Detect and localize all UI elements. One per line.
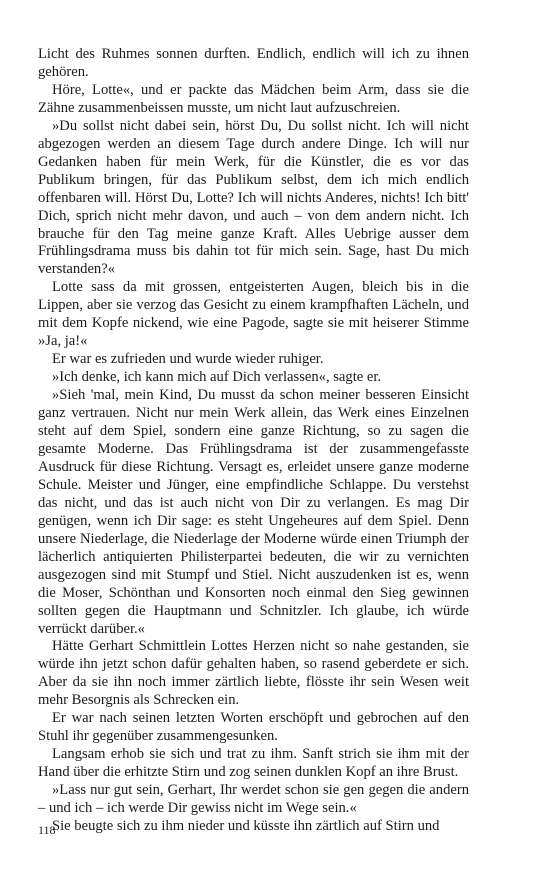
paragraph: »Du sollst nicht dabei sein, hörst Du, Du sollst nicht. Ich will nicht abgezogen werden an diesem Tage durch andere Dinge. Ich will nur Gedanken haben für mein Werk, für die Künstler, die es vor das Publikum bringen, für das Publikum selbst, dem ich mich endlich offenbaren will. Hörst Du, Lotte? Ich will nichts Anderes, nichts! Ich bitt' Dich, sprich nicht mehr davon, und auch – von dem andern nicht. Ich brauche für den Tag meine ganze Kraft. Alles Uebrige ausser dem Frühlingsdrama muss bis dahin tot für mich sein. Sage, hast Du mich verstanden?« (38, 117, 469, 278)
paragraph: »Lass nur gut sein, Gerhart, Ihr werdet schon sie gen gegen die andern – und ich – ich werde Dir gewiss nicht im Wege sein.« (38, 782, 469, 817)
paragraph: Sie beugte sich zu ihm nieder und küsste ihn zärtlich auf Stirn und (52, 817, 440, 834)
paragraph: Licht des Ruhmes sonnen durften. Endlich, endlich will ich zu ihnen gehören. (38, 46, 469, 80)
page-number: 118 (38, 823, 56, 837)
paragraph: Lotte sass da mit grossen, entgeisterten Augen, bleich bis in die Lippen, aber sie verzog das Gesicht zu einem krampfhaften Lächeln, und mit dem Kopfe nickend, wie eine Pagode, sagte sie mit heiserer Stimme »Ja, ja!« (38, 279, 469, 350)
paragraph: Höre, Lotte«, und er packte das Mädchen beim Arm, dass sie die Zähne zusammenbeissen musste, um nicht laut aufzuschreien. (38, 81, 469, 116)
paragraph: Langsam erhob sie sich und trat zu ihm. Sanft strich sie ihm mit der Hand über die erhitzte Stirn und zog seinen dunklen Kopf an ihre Brust. (38, 746, 469, 781)
paragraph: Er war es zufrieden und wurde wieder ruhiger. (52, 351, 324, 368)
paragraph: Hätte Gerhart Schmittlein Lottes Herzen nicht so nahe gestanden, sie würde ihn jetzt schon dafür gehalten haben, so rasend geberdete er sich. Aber da sie ihn noch immer zärtlich liebte, flösste ihr sein Wesen weit mehr Besorgnis als Schrecken ein. (38, 638, 469, 709)
body-text (38, 46, 469, 836)
paragraph: »Ich denke, ich kann mich auf Dich verlassen«, sagte er. (52, 369, 382, 386)
paragraph: Er war nach seinen letzten Worten erschöpft und gebrochen auf den Stuhl ihr gegenüber zusammengesunken. (38, 710, 469, 745)
paragraph: »Sieh 'mal, mein Kind, Du musst da schon meiner besseren Einsicht ganz vertrauen. Nicht nur mein Werk allein, das Werk eines Einzelnen steht auf dem Spiel, sondern eine ganze Richtung, so zu sagen die gesamte Moderne. Das Frühlingsdrama ist der zusammengefasste Ausdruck für diese Richtung. Versagt es, erleidet unsere ganze moderne Schule. Meister und Jünger, eine empfindliche Schlappe. Du verstehst das nicht, und das ist auch nicht von Dir zu verlangen. Es mag Dir genügen, wenn ich Dir sage: es steht Ungeheures auf dem Spiel. Denn unsere Niederlage, die Niederlage der Moderne würde einen Triumph der lächerlich antiquierten Philisterpartei bedeuten, die wir zu vernichten ausgezogen sind mit Stumpf und Stiel. Nicht auszudenken ist es, wenn die Moser, Schönthan und Konsorten noch einmal den Sieg gewinnen sollten gegen die Hauptmann und Schnitzler. Ich glaube, ich würde verrückt darüber.« (38, 387, 469, 637)
